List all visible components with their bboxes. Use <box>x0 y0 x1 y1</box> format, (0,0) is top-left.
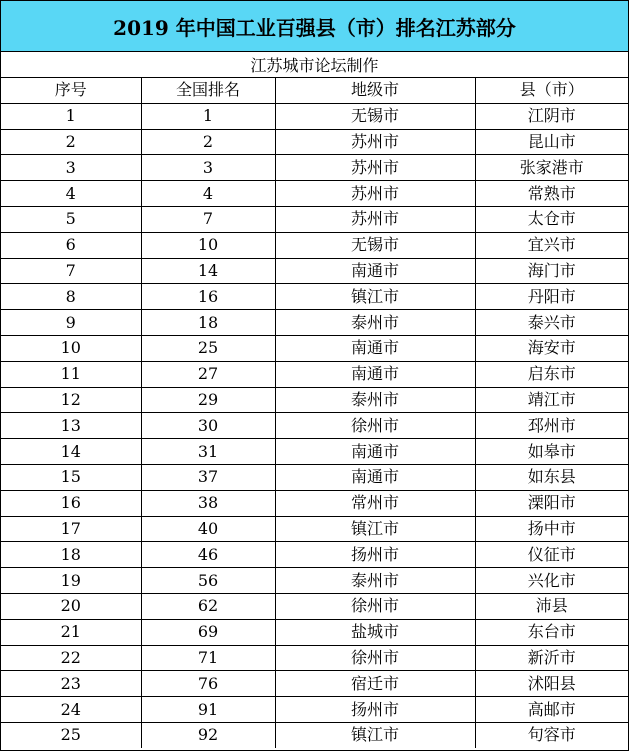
county-cell: 如东县 <box>475 464 628 490</box>
county-cell: 宜兴市 <box>475 232 628 258</box>
index-cell: 12 <box>1 387 141 413</box>
county-cell: 仪征市 <box>475 542 628 568</box>
national-rank-cell: 56 <box>141 568 275 594</box>
prefecture-city-cell: 宿迁市 <box>275 671 475 697</box>
national-rank-cell: 31 <box>141 439 275 465</box>
prefecture-city-cell: 苏州市 <box>275 206 475 232</box>
table-body <box>1 103 628 747</box>
column-header-prefecture-city: 地级市 <box>275 78 475 103</box>
index-cell: 14 <box>1 439 141 465</box>
header-row <box>1 78 628 103</box>
table-row <box>1 361 628 387</box>
index-cell: 5 <box>1 206 141 232</box>
national-rank-cell: 76 <box>141 671 275 697</box>
county-cell: 丹阳市 <box>475 284 628 310</box>
table-row <box>1 593 628 619</box>
prefecture-city-cell: 苏州市 <box>275 129 475 155</box>
index-cell: 23 <box>1 671 141 697</box>
table-row <box>1 619 628 645</box>
table-row <box>1 232 628 258</box>
prefecture-city-cell: 南通市 <box>275 464 475 490</box>
table-row <box>1 516 628 542</box>
index-cell: 25 <box>1 722 141 747</box>
table-row <box>1 310 628 336</box>
national-rank-cell: 3 <box>141 155 275 181</box>
county-cell: 海门市 <box>475 258 628 284</box>
ranking-table <box>1 78 628 748</box>
index-cell: 20 <box>1 593 141 619</box>
sheet-subtitle: 江苏城市论坛制作 <box>1 52 628 78</box>
prefecture-city-cell: 泰州市 <box>275 568 475 594</box>
national-rank-cell: 16 <box>141 284 275 310</box>
prefecture-city-cell: 镇江市 <box>275 722 475 747</box>
index-cell: 11 <box>1 361 141 387</box>
index-cell: 17 <box>1 516 141 542</box>
sheet-title: 2019 年中国工业百强县（市）排名江苏部分 <box>1 1 628 52</box>
prefecture-city-cell: 扬州市 <box>275 542 475 568</box>
national-rank-cell: 10 <box>141 232 275 258</box>
column-header-county: 县（市） <box>475 78 628 103</box>
table-row <box>1 206 628 232</box>
county-cell: 张家港市 <box>475 155 628 181</box>
county-cell: 沛县 <box>475 593 628 619</box>
index-cell: 3 <box>1 155 141 181</box>
index-cell: 18 <box>1 542 141 568</box>
county-cell: 兴化市 <box>475 568 628 594</box>
table-row <box>1 542 628 568</box>
county-cell: 靖江市 <box>475 387 628 413</box>
county-cell: 泰兴市 <box>475 310 628 336</box>
index-cell: 8 <box>1 284 141 310</box>
table-row <box>1 258 628 284</box>
table-row <box>1 464 628 490</box>
county-cell: 沭阳县 <box>475 671 628 697</box>
county-cell: 句容市 <box>527 725 576 745</box>
prefecture-city-cell: 南通市 <box>275 361 475 387</box>
index-cell: 7 <box>1 258 141 284</box>
column-header-index: 序号 <box>1 78 141 103</box>
national-rank-cell: 38 <box>141 490 275 516</box>
prefecture-city-cell: 南通市 <box>275 258 475 284</box>
national-rank-cell: 25 <box>141 335 275 361</box>
national-rank-cell: 29 <box>141 387 275 413</box>
national-rank-cell: 2 <box>141 129 275 155</box>
prefecture-city-cell: 泰州市 <box>275 387 475 413</box>
table-row <box>1 671 628 697</box>
county-cell: 昆山市 <box>475 129 628 155</box>
table-row <box>1 697 628 723</box>
table-row <box>1 490 628 516</box>
county-cell: 太仓市 <box>475 206 628 232</box>
county-cell: 如皋市 <box>475 439 628 465</box>
county-cell: 常熟市 <box>475 181 628 207</box>
national-rank-cell: 4 <box>141 181 275 207</box>
prefecture-city-cell: 无锡市 <box>275 232 475 258</box>
county-cell: 溧阳市 <box>475 490 628 516</box>
prefecture-city-cell: 徐州市 <box>275 413 475 439</box>
table-row <box>1 103 628 129</box>
county-cell: 江阴市 <box>475 103 628 129</box>
national-rank-cell: 27 <box>141 361 275 387</box>
national-rank-cell: 1 <box>141 103 275 129</box>
index-cell: 21 <box>1 619 141 645</box>
county-cell: 新沂市 <box>475 645 628 671</box>
index-cell: 22 <box>1 645 141 671</box>
index-cell: 19 <box>1 568 141 594</box>
index-cell: 1 <box>1 103 141 129</box>
table-row <box>1 439 628 465</box>
index-cell: 2 <box>1 129 141 155</box>
prefecture-city-cell: 镇江市 <box>275 284 475 310</box>
table-row <box>1 568 628 594</box>
national-rank-cell: 91 <box>141 697 275 723</box>
national-rank-cell: 30 <box>141 413 275 439</box>
table-row <box>1 722 628 747</box>
index-cell: 16 <box>1 490 141 516</box>
prefecture-city-cell: 常州市 <box>275 490 475 516</box>
prefecture-city-cell: 苏州市 <box>275 155 475 181</box>
county-cell: 扬中市 <box>475 516 628 542</box>
table-row <box>1 645 628 671</box>
index-cell: 4 <box>1 181 141 207</box>
prefecture-city-cell: 镇江市 <box>275 516 475 542</box>
national-rank-cell: 7 <box>141 206 275 232</box>
prefecture-city-cell: 无锡市 <box>275 103 475 129</box>
national-rank-cell: 69 <box>141 619 275 645</box>
national-rank-cell: 37 <box>141 464 275 490</box>
index-cell: 24 <box>1 697 141 723</box>
prefecture-city-cell: 南通市 <box>275 335 475 361</box>
index-cell: 15 <box>1 464 141 490</box>
prefecture-city-cell: 徐州市 <box>275 593 475 619</box>
county-cell: 东台市 <box>475 619 628 645</box>
national-rank-cell: 71 <box>141 645 275 671</box>
county-cell: 启东市 <box>475 361 628 387</box>
national-rank-cell: 62 <box>141 593 275 619</box>
index-cell: 10 <box>1 335 141 361</box>
table-row <box>1 284 628 310</box>
table-row <box>1 181 628 207</box>
prefecture-city-cell: 徐州市 <box>275 645 475 671</box>
national-rank-cell: 46 <box>141 542 275 568</box>
national-rank-cell: 18 <box>141 310 275 336</box>
county-cell: 海安市 <box>475 335 628 361</box>
prefecture-city-cell: 扬州市 <box>275 697 475 723</box>
prefecture-city-cell: 苏州市 <box>275 181 475 207</box>
county-cell: 高邮市 <box>475 697 628 723</box>
national-rank-cell: 40 <box>141 516 275 542</box>
table-row <box>1 387 628 413</box>
prefecture-city-cell: 泰州市 <box>275 310 475 336</box>
table-row <box>1 335 628 361</box>
prefecture-city-cell: 南通市 <box>275 439 475 465</box>
table-row <box>1 129 628 155</box>
index-cell: 6 <box>1 232 141 258</box>
county-cell: 邳州市 <box>475 413 628 439</box>
column-header-national-rank: 全国排名 <box>141 78 275 103</box>
table-row <box>1 155 628 181</box>
prefecture-city-cell: 盐城市 <box>275 619 475 645</box>
index-cell: 9 <box>1 310 141 336</box>
national-rank-cell: 92 <box>141 722 275 747</box>
index-cell: 13 <box>1 413 141 439</box>
table-row <box>1 413 628 439</box>
national-rank-cell: 14 <box>141 258 275 284</box>
